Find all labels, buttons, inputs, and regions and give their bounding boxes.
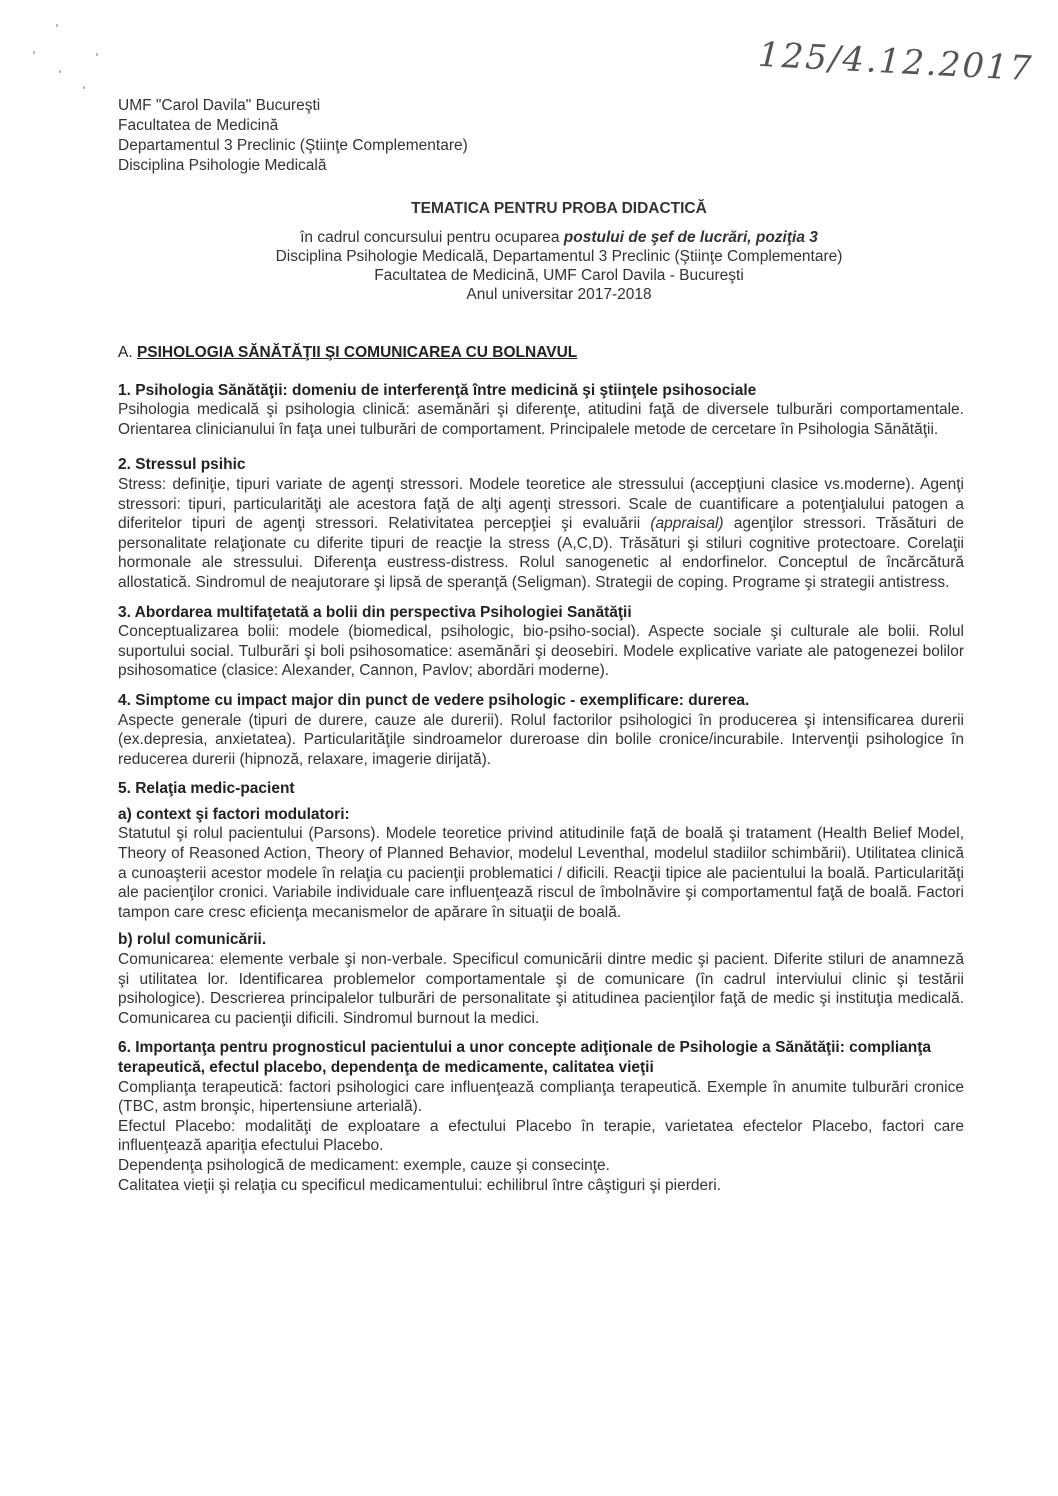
body-text: Stress: definiţie, tipuri variate de agenţi stressori. Modele teoretice ale stressului (accepţiuni clasice vs.moderne). Agenţi stressori: tipuri, particularităţi ale acestora faţă de alţi agenţi stressori. Scale de cuantificare a potenţialului patogen a diferitelor tipuri de agenţi stressori. Relativitatea percepţiei şi evaluării bbox=[118, 475, 964, 533]
topic-heading: 5. Relaţia medic-pacient bbox=[118, 780, 295, 798]
topic-line: Dependenţa psihologică de medicament: exemple, cauze şi consecinţe. bbox=[118, 1156, 610, 1174]
subtopic-b bbox=[118, 930, 964, 1028]
header-discipline: Disciplina Psihologie Medicală bbox=[118, 157, 327, 174]
body-italic-term: (appraisal) bbox=[650, 515, 724, 533]
topic-2 bbox=[118, 455, 964, 592]
topic-3 bbox=[118, 603, 964, 681]
header-department: Departamentul 3 Preclinic (Ştiinţe Complementare) bbox=[118, 137, 468, 154]
title-subline-1 bbox=[0, 228, 1058, 247]
handwritten-registration-number: 125/4.12.2017 bbox=[757, 34, 1035, 90]
subtopic-a bbox=[118, 805, 964, 923]
subtopic-heading: a) context şi factori modulatori: bbox=[118, 805, 350, 823]
position-emphasis: postului de şef de lucrări, poziţia 3 bbox=[563, 229, 818, 246]
title-subline-4: Anul universitar 2017-2018 bbox=[466, 286, 652, 303]
topic-line: Efectul Placebo: modalităţi de exploatare a efectului Placebo în terapie, varietatea efectelor Placebo, factori care influenţează apariţia efectului Placebo. bbox=[118, 1117, 964, 1155]
subline-prefix: în cadrul concursului pentru ocuparea bbox=[300, 229, 564, 246]
header-faculty: Facultatea de Medicină bbox=[118, 117, 279, 134]
topic-heading: 6. Importanţa pentru prognosticul pacientului a unor concepte adiţionale de Psihologie a Sănătăţii: complianţa terapeutică, efectul placebo, dependenţa de medicamente, calitatea vieţii bbox=[118, 1039, 932, 1076]
document-body bbox=[118, 343, 964, 1205]
document-title: TEMATICA PENTRU PROBA DIDACTICĂ bbox=[411, 200, 707, 217]
section-a-heading bbox=[118, 343, 964, 363]
topic-5 bbox=[118, 779, 964, 1028]
subtopic-heading: b) rolul comunicării. bbox=[118, 931, 267, 949]
topic-body: Psihologia medicală şi psihologia clinică: asemănări şi diferenţe, atitudini faţă de diversele tulburări comportamentale. Orientarea clinicianului în faţa unei tulburări de comportament. Principalele metode de cercetare în Psihologia Sănătăţii. bbox=[118, 401, 964, 438]
topic-line: Complianţa terapeutică: factori psihologici care influenţează complianţa terapeutică. Exemple în anumite tulburări cronice (TBC, astm bronşic, hipertensiune arterială). bbox=[118, 1078, 964, 1116]
topic-body: Conceptualizarea bolii: modele (biomedical, psihologic, bio-psiho-social). Aspecte sociale şi culturale ale bolii. Rolul suportului social. Tulburări şi boli psihosomatice: asemănări şi deosebiri. Modele explicative variate ale patogenezei bolilor psihosomatice (clasice: Alexander, Cannon, Pavlov; abordări moderne). bbox=[118, 623, 964, 680]
title-subline-3: Facultatea de Medicină, UMF Carol Davila - Bucureşti bbox=[374, 267, 744, 284]
title-subline-2: Disciplina Psihologie Medicală, Departamentul 3 Preclinic (Ştiinţe Complementare) bbox=[275, 248, 843, 265]
topic-body bbox=[118, 475, 964, 593]
section-letter: A. bbox=[118, 344, 137, 361]
subtopic-body: Statutul şi rolul pacientului (Parsons). Modele teoretice privind atitudinile faţă de boală şi tratament (Health Belief Model, Theory of Reasoned Action, Theory of Planned Behavior, modelul Leventhal, modelul stadiilor schimbării). Utilitatea clinică a cunoaşterii acestor modele în relaţia cu pacienţii problematici / dificili. Reacţii tipice ale pacientului la boală. Particularităţi ale pacienţilor cronici. Variabile individuale care influenţează riscul de îmbolnăvire şi comportamentul faţă de boală. Factori tampon care cresc eficienţa mecanismelor de apărare în situaţii de boală. bbox=[118, 825, 964, 921]
body-text: agenţilor stressori. Trăsături de personalitate relaţionate cu diferite tipuri de reacţie la stress (A,C,D). Trăsături şi stiluri cognitive protectoare. Corelaţii hormonale ale stressului. Diferenţa eustress-distress. Rolul sanogenetic al endorfinelor. Conceptul de încărcătură allostatică. Sindromul de neajutorare şi lipsă de speranţă (Seligman). Strategii de coping. Programe şi strategii antistress. bbox=[118, 515, 964, 591]
topic-6 bbox=[118, 1038, 964, 1195]
institution-header bbox=[118, 96, 468, 176]
subtopic-body: Comunicarea: elemente verbale şi non-verbale. Specificul comunicării dintre medic şi pacient. Diferite stiluri de anamneză şi utilitatea lor. Identificarea problemelor comportamentale şi de comunicare (în cadrul interviului clinic şi testării psihologice). Descrierea principalelor tulburări de personalitate şi atitudinea pacienţilor faţă de medic şi instituţia medicală. Comunicarea cu pacienţii dificili. Sindromul burnout la medici. bbox=[118, 951, 964, 1027]
title-block bbox=[0, 200, 1058, 304]
topic-heading: 3. Abordarea multifaţetată a bolii din perspectiva Psihologiei Sanătăţii bbox=[118, 603, 632, 621]
topic-heading: 1. Psihologia Sănătăţii: domeniu de interferenţă între medicină şi ştiinţele psihosociale bbox=[118, 381, 757, 399]
topic-heading: 2. Stressul psihic bbox=[118, 456, 246, 474]
topic-heading: 4. Simptome cu impact major din punct de vedere psihologic - exemplificare: durerea. bbox=[118, 691, 750, 709]
topic-4 bbox=[118, 691, 964, 769]
header-university: UMF "Carol Davila" Bucureşti bbox=[118, 97, 321, 114]
topic-body: Aspecte generale (tipuri de durere, cauze ale durerii). Rolul factorilor psihologici în producerea şi intensificarea durerii (ex.depresia, anxietatea). Particularităţile sindroamelor dureroase din bolile cronice/incurabile. Intervenţii psihologice în reducerea durerii (hipnoză, relaxare, imagerie dirijată). bbox=[118, 711, 964, 768]
section-title: PSIHOLOGIA SĂNĂTĂŢII ŞI COMUNICAREA CU BOLNAVUL bbox=[136, 344, 578, 361]
topic-line: Calitatea vieţii şi relaţia cu specificul medicamentului: echilibrul între câştiguri şi pierderi. bbox=[118, 1176, 722, 1194]
topic-1 bbox=[118, 381, 964, 440]
